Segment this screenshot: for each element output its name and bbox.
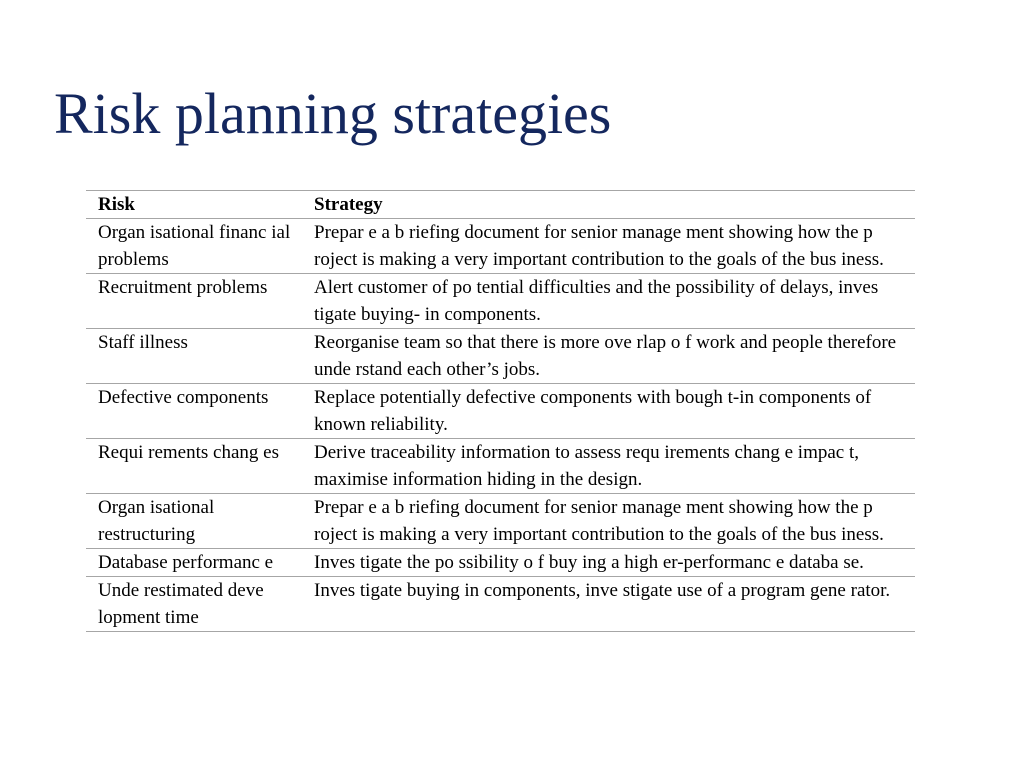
risk-cell: Organ isational financ ial problems bbox=[86, 219, 302, 274]
risk-cell: Recruitment problems bbox=[86, 274, 302, 329]
risk-strategy-table bbox=[86, 190, 915, 632]
slide-title: Risk planning strategies bbox=[54, 81, 612, 146]
strategy-cell: Inves tigate the po ssibility o f buy ing a high er-performanc e databa se. bbox=[302, 549, 915, 577]
risk-cell: Defective components bbox=[86, 384, 302, 439]
strategy-cell: Prepar e a b riefing document for senior manage ment showing how the p roject is making a very important contribution to the goals of the bus iness. bbox=[302, 494, 915, 549]
risk-cell: Requi rements chang es bbox=[86, 439, 302, 494]
strategy-cell: Replace potentially defective components with bough t-in components of known reliability. bbox=[302, 384, 915, 439]
strategy-cell: Inves tigate buying in components, inve stigate use of a program gene rator. bbox=[302, 577, 915, 632]
table-row bbox=[86, 329, 915, 384]
table-row bbox=[86, 549, 915, 577]
strategy-cell: Alert customer of po tential difficulties and the possibility of delays, inves tigate buying- in components. bbox=[302, 274, 915, 329]
header-risk: Risk bbox=[86, 191, 302, 219]
table-row bbox=[86, 274, 915, 329]
header-strategy: Strategy bbox=[302, 191, 915, 219]
table-row bbox=[86, 439, 915, 494]
risk-cell: Unde restimated deve lopment time bbox=[86, 577, 302, 632]
table-row bbox=[86, 577, 915, 632]
risk-cell: Organ isational restructuring bbox=[86, 494, 302, 549]
strategy-cell: Prepar e a b riefing document for senior manage ment showing how the p roject is making a very important contribution to the goals of the bus iness. bbox=[302, 219, 915, 274]
strategy-cell: Derive traceability information to assess requ irements chang e impac t, maximise information hiding in the design. bbox=[302, 439, 915, 494]
strategy-cell: Reorganise team so that there is more ove rlap o f work and people therefore unde rstand each other’s jobs. bbox=[302, 329, 915, 384]
table-row bbox=[86, 219, 915, 274]
table-row bbox=[86, 384, 915, 439]
table-header-row bbox=[86, 191, 915, 219]
risk-cell: Staff illness bbox=[86, 329, 302, 384]
risk-cell: Database performanc e bbox=[86, 549, 302, 577]
table-row bbox=[86, 494, 915, 549]
